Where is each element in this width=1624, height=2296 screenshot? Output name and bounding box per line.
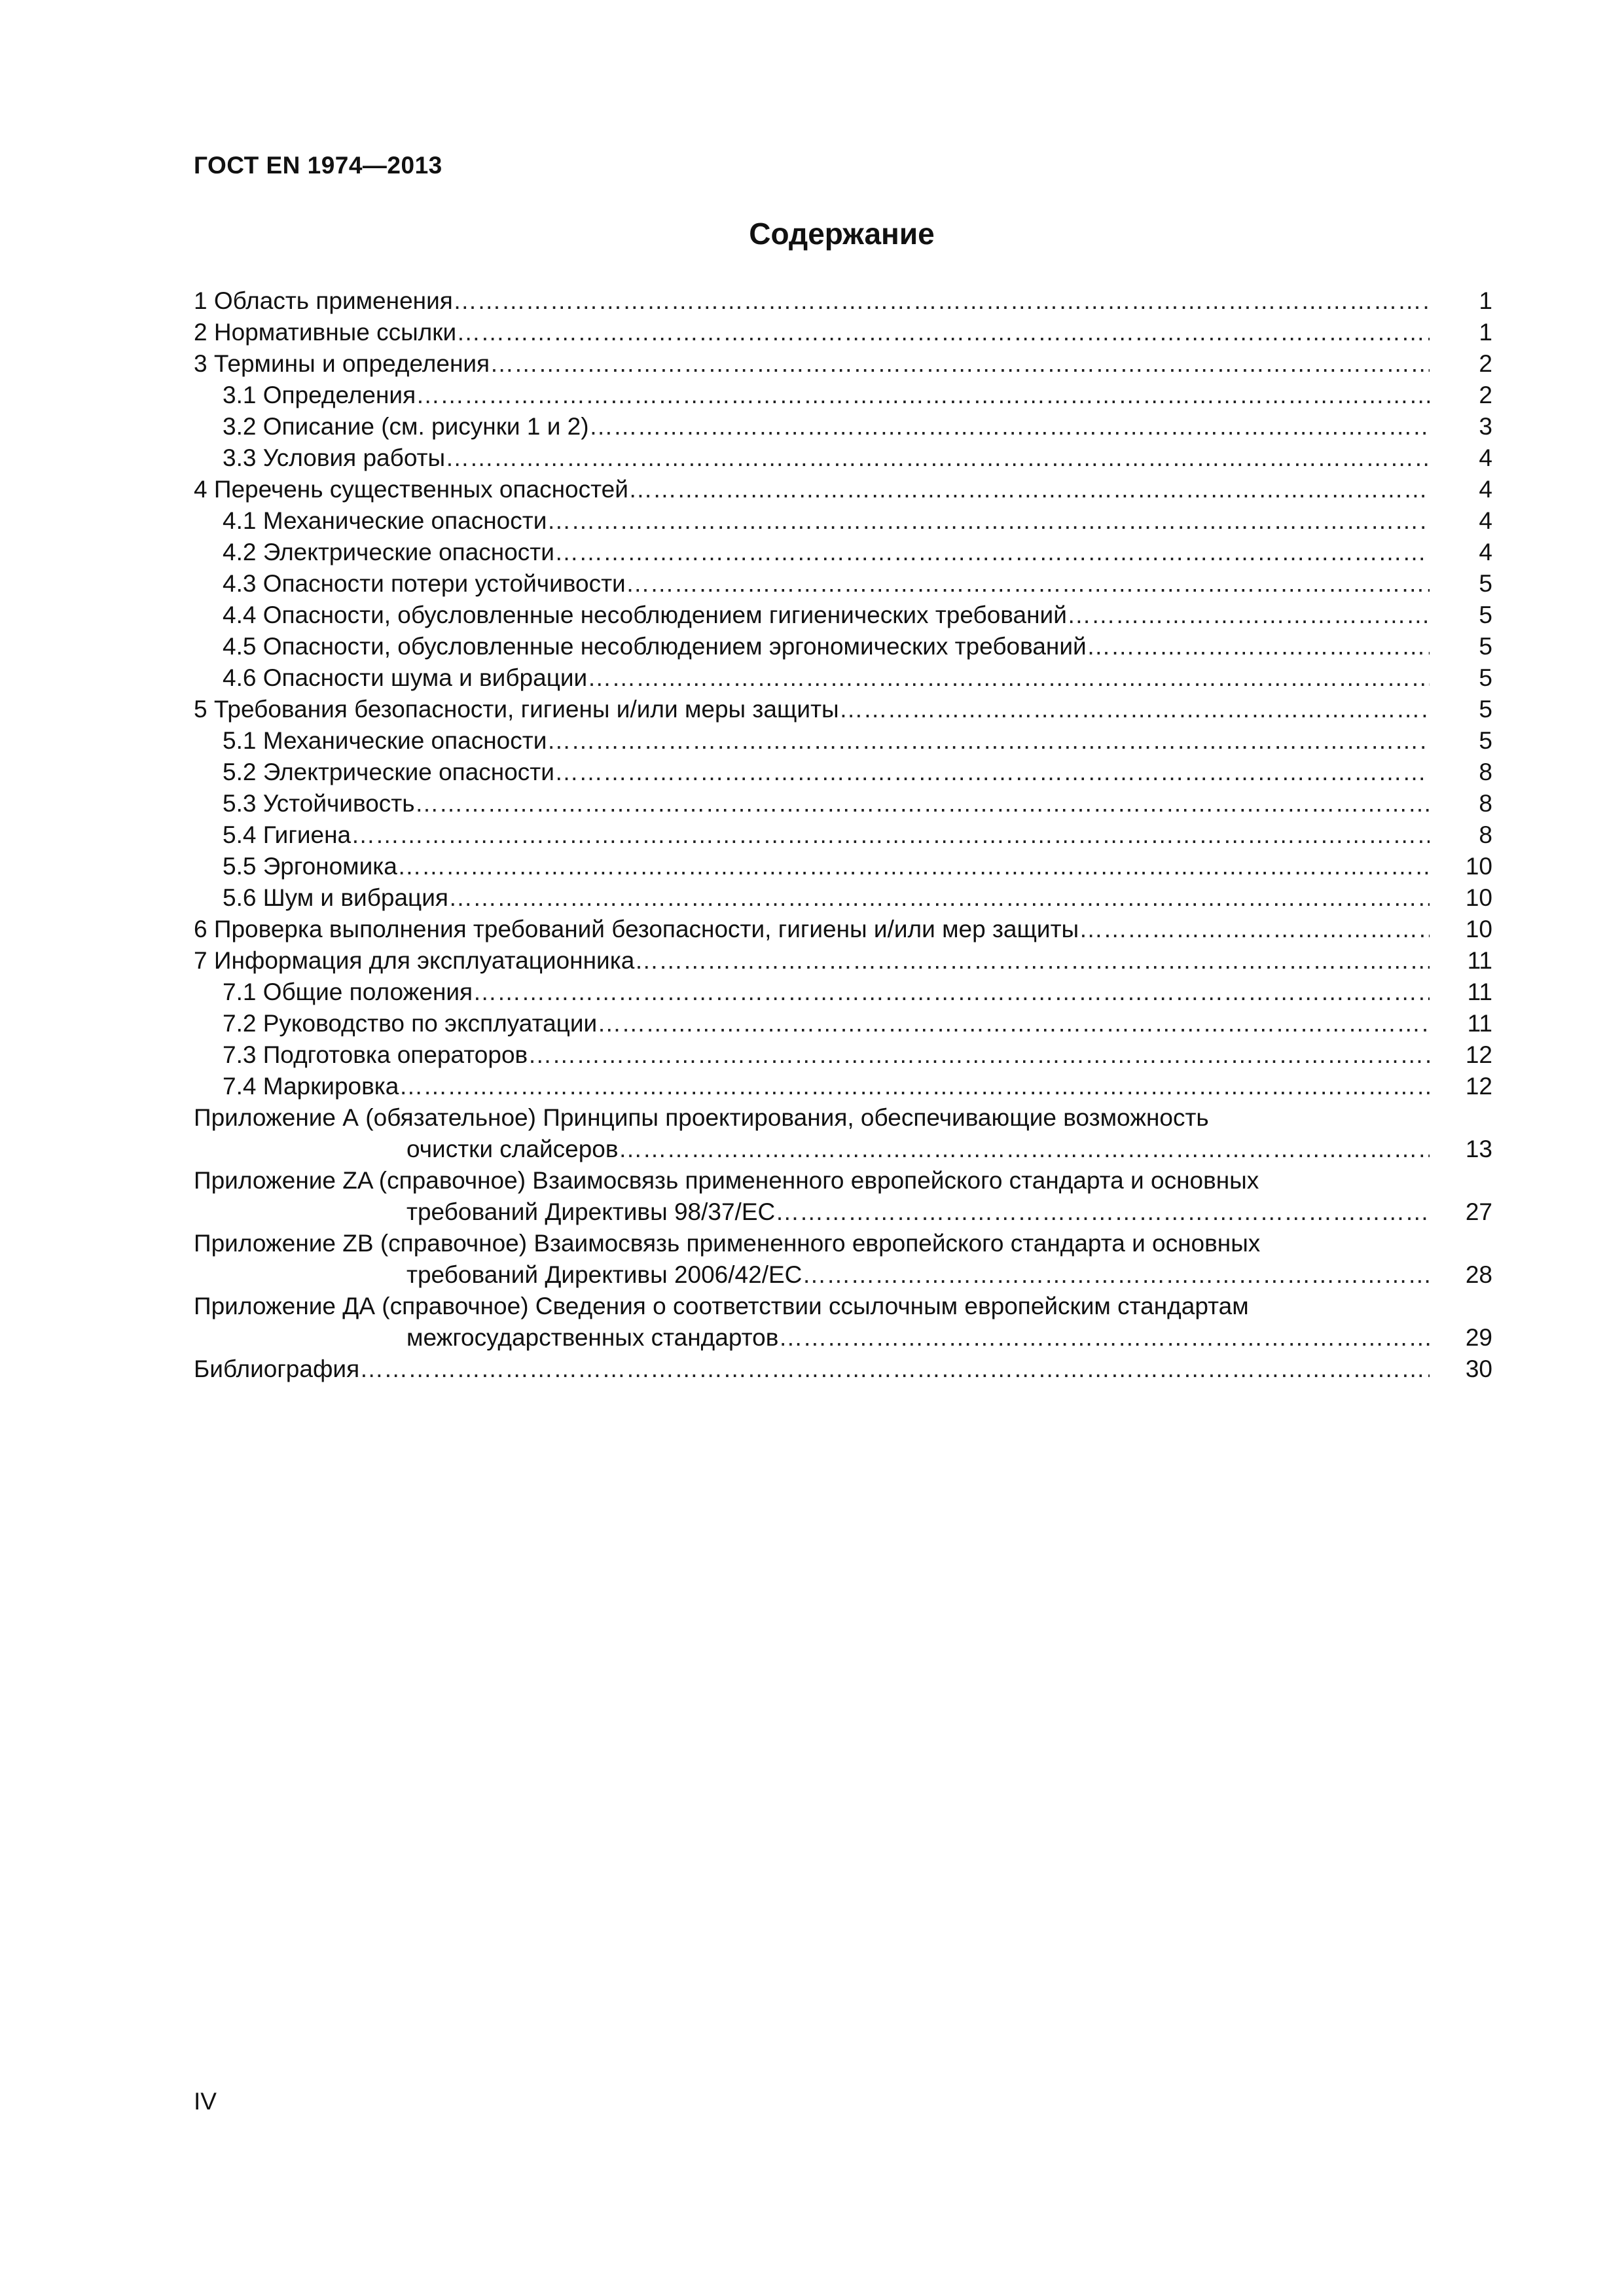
toc-entry-page: 13 xyxy=(1465,1136,1492,1162)
toc-entry[interactable] xyxy=(194,757,1492,788)
toc-entry-page: 4 xyxy=(1479,444,1492,471)
toc-entry[interactable] xyxy=(194,819,1492,851)
toc-entry-page: 5 xyxy=(1479,601,1492,628)
toc-entry-label: 7 Информация для эксплуатационника xyxy=(194,947,635,974)
dot-leader xyxy=(490,348,1430,380)
toc-entry-label: 4.4 Опасности, обусловленные несоблюдением гигиенических требований xyxy=(223,601,1067,628)
toc-entry-page: 11 xyxy=(1467,947,1492,974)
toc-annex-title: Приложение А (обязательное) Принципы проектирования, обеспечивающие возможность xyxy=(194,1104,1209,1131)
toc-annex-entry[interactable] xyxy=(194,1291,1492,1354)
toc-entry[interactable] xyxy=(194,631,1492,662)
toc-entry[interactable] xyxy=(194,788,1492,819)
table-of-contents xyxy=(194,285,1492,1385)
dot-leader xyxy=(554,757,1430,788)
toc-entry-page: 5 xyxy=(1479,633,1492,660)
dot-leader xyxy=(528,1039,1430,1071)
toc-entry-page: 12 xyxy=(1465,1073,1492,1100)
dot-leader xyxy=(453,285,1430,317)
dot-leader xyxy=(448,882,1430,914)
toc-entry-page: 29 xyxy=(1465,1324,1492,1351)
dot-leader xyxy=(473,977,1430,1008)
dot-leader xyxy=(619,1134,1430,1165)
dot-leader xyxy=(634,945,1430,977)
toc-entry-label: 7.4 Маркировка xyxy=(223,1073,399,1100)
toc-entry-bibliography[interactable] xyxy=(194,1354,1492,1385)
dot-leader xyxy=(778,1322,1430,1354)
toc-entry-label: 3 Термины и определения xyxy=(194,350,490,377)
toc-entry[interactable] xyxy=(194,945,1492,977)
toc-entry-label: Библиография xyxy=(194,1355,360,1382)
toc-entry[interactable] xyxy=(194,317,1492,348)
dot-leader xyxy=(445,442,1430,474)
dot-leader xyxy=(628,474,1430,505)
toc-entry-page: 28 xyxy=(1465,1261,1492,1288)
toc-entry[interactable] xyxy=(194,1008,1492,1039)
toc-entry-page: 4 xyxy=(1479,539,1492,565)
toc-entry-label: 4.1 Механические опасности xyxy=(223,507,547,534)
toc-annex-entry[interactable] xyxy=(194,1228,1492,1291)
toc-entry[interactable] xyxy=(194,568,1492,600)
dot-leader xyxy=(1087,631,1430,662)
toc-entry[interactable] xyxy=(194,977,1492,1008)
toc-entry-page: 4 xyxy=(1479,476,1492,503)
toc-entry-label: 3.2 Описание (см. рисунки 1 и 2) xyxy=(223,413,589,440)
toc-entry-label: 5.2 Электрические опасности xyxy=(223,759,554,785)
toc-entry-label: 5.4 Гигиена xyxy=(223,821,352,848)
dot-leader xyxy=(775,1196,1430,1228)
toc-annex-entry[interactable] xyxy=(194,1102,1492,1165)
toc-entry-label: 5 Требования безопасности, гигиены и/или меры защиты xyxy=(194,696,839,723)
toc-entry[interactable] xyxy=(194,882,1492,914)
toc-entry[interactable] xyxy=(194,348,1492,380)
dot-leader xyxy=(359,1354,1430,1385)
toc-entry-label: 3.3 Условия работы xyxy=(223,444,446,471)
dot-leader xyxy=(589,411,1430,442)
toc-annex-entry[interactable] xyxy=(194,1165,1492,1228)
dot-leader xyxy=(351,819,1430,851)
dot-leader xyxy=(399,1071,1430,1102)
toc-entry-page: 10 xyxy=(1465,884,1492,911)
toc-entry-label: 6 Проверка выполнения требований безопасности, гигиены и/или мер защиты xyxy=(194,916,1079,942)
dot-leader xyxy=(802,1259,1430,1291)
toc-entry-page: 8 xyxy=(1479,821,1492,848)
toc-entry[interactable] xyxy=(194,411,1492,442)
toc-entry-label: 1 Область применения xyxy=(194,287,453,314)
toc-entry-page: 5 xyxy=(1479,696,1492,723)
toc-entry[interactable] xyxy=(194,285,1492,317)
toc-entry-page: 1 xyxy=(1479,319,1492,346)
dot-leader xyxy=(456,317,1430,348)
toc-annex-continuation: требований Директивы 2006/42/ЕС xyxy=(406,1261,803,1288)
toc-entry-page: 2 xyxy=(1479,350,1492,377)
toc-entry-page: 10 xyxy=(1465,853,1492,880)
toc-entry-label: 3.1 Определения xyxy=(223,382,416,408)
toc-entry-page: 5 xyxy=(1479,664,1492,691)
dot-leader xyxy=(554,537,1430,568)
toc-annex-continuation: межгосударственных стандартов xyxy=(406,1324,779,1351)
dot-leader xyxy=(547,725,1430,757)
toc-entry[interactable] xyxy=(194,662,1492,694)
toc-entry-label: 4.5 Опасности, обусловленные несоблюдением эргономических требований xyxy=(223,633,1087,660)
toc-entry-page: 12 xyxy=(1465,1041,1492,1068)
dot-leader xyxy=(626,568,1430,600)
toc-entry-page: 30 xyxy=(1465,1355,1492,1382)
toc-entry[interactable] xyxy=(194,505,1492,537)
toc-annex-continuation: требований Директивы 98/37/ЕС xyxy=(406,1198,776,1225)
toc-entry-page: 2 xyxy=(1479,382,1492,408)
toc-entry-label: 5.6 Шум и вибрация xyxy=(223,884,448,911)
standard-header: ГОСТ EN 1974—2013 xyxy=(194,152,442,179)
toc-entry[interactable] xyxy=(194,442,1492,474)
toc-entry-page: 8 xyxy=(1479,759,1492,785)
toc-entry[interactable] xyxy=(194,851,1492,882)
toc-entry-label: 2 Нормативные ссылки xyxy=(194,319,457,346)
toc-entry-label: 4.2 Электрические опасности xyxy=(223,539,554,565)
toc-entry[interactable] xyxy=(194,474,1492,505)
toc-entry-label: 5.5 Эргономика xyxy=(223,853,397,880)
toc-entry-page: 11 xyxy=(1467,1010,1492,1037)
page-number: IV xyxy=(194,2088,217,2115)
toc-entry-label: 7.3 Подготовка операторов xyxy=(223,1041,528,1068)
toc-entry-page: 4 xyxy=(1479,507,1492,534)
toc-annex-title: Приложение ДА (справочное) Сведения о соответствии ссылочным европейским стандартам xyxy=(194,1293,1249,1319)
toc-annex-continuation: очистки слайсеров xyxy=(406,1136,619,1162)
toc-annex-title: Приложение ZB (справочное) Взаимосвязь примененного европейского стандарта и основных xyxy=(194,1230,1261,1257)
dot-leader xyxy=(416,380,1430,411)
toc-entry-page: 8 xyxy=(1479,790,1492,817)
toc-entry-label: 5.3 Устойчивость xyxy=(223,790,415,817)
toc-entry-page: 10 xyxy=(1465,916,1492,942)
toc-entry[interactable] xyxy=(194,537,1492,568)
toc-entry[interactable] xyxy=(194,1071,1492,1102)
dot-leader xyxy=(1079,914,1430,945)
dot-leader xyxy=(415,788,1430,819)
toc-entry-page: 27 xyxy=(1465,1198,1492,1225)
toc-entry-label: 4.3 Опасности потери устойчивости xyxy=(223,570,626,597)
toc-entry[interactable] xyxy=(194,725,1492,757)
toc-entry-label: 7.1 Общие положения xyxy=(223,978,473,1005)
toc-entry-page: 5 xyxy=(1479,570,1492,597)
toc-entry-label: 4.6 Опасности шума и вибрации xyxy=(223,664,588,691)
toc-entry-page: 5 xyxy=(1479,727,1492,754)
toc-entry[interactable] xyxy=(194,1039,1492,1071)
toc-entry-page: 3 xyxy=(1479,413,1492,440)
toc-entry-page: 11 xyxy=(1467,978,1492,1005)
dot-leader xyxy=(397,851,1430,882)
toc-entry[interactable] xyxy=(194,694,1492,725)
dot-leader xyxy=(547,505,1430,537)
toc-title: Содержание xyxy=(749,217,935,251)
toc-entry-label: 7.2 Руководство по эксплуатации xyxy=(223,1010,598,1037)
dot-leader xyxy=(1067,600,1430,631)
toc-annex-title: Приложение ZA (справочное) Взаимосвязь примененного европейского стандарта и основных xyxy=(194,1167,1259,1194)
toc-entry[interactable] xyxy=(194,600,1492,631)
dot-leader xyxy=(597,1008,1430,1039)
toc-entry[interactable] xyxy=(194,914,1492,945)
dot-leader xyxy=(587,662,1430,694)
toc-entry[interactable] xyxy=(194,380,1492,411)
toc-entry-label: 5.1 Механические опасности xyxy=(223,727,547,754)
toc-entry-page: 1 xyxy=(1479,287,1492,314)
toc-entry-label: 4 Перечень существенных опасностей xyxy=(194,476,628,503)
dot-leader xyxy=(839,694,1430,725)
